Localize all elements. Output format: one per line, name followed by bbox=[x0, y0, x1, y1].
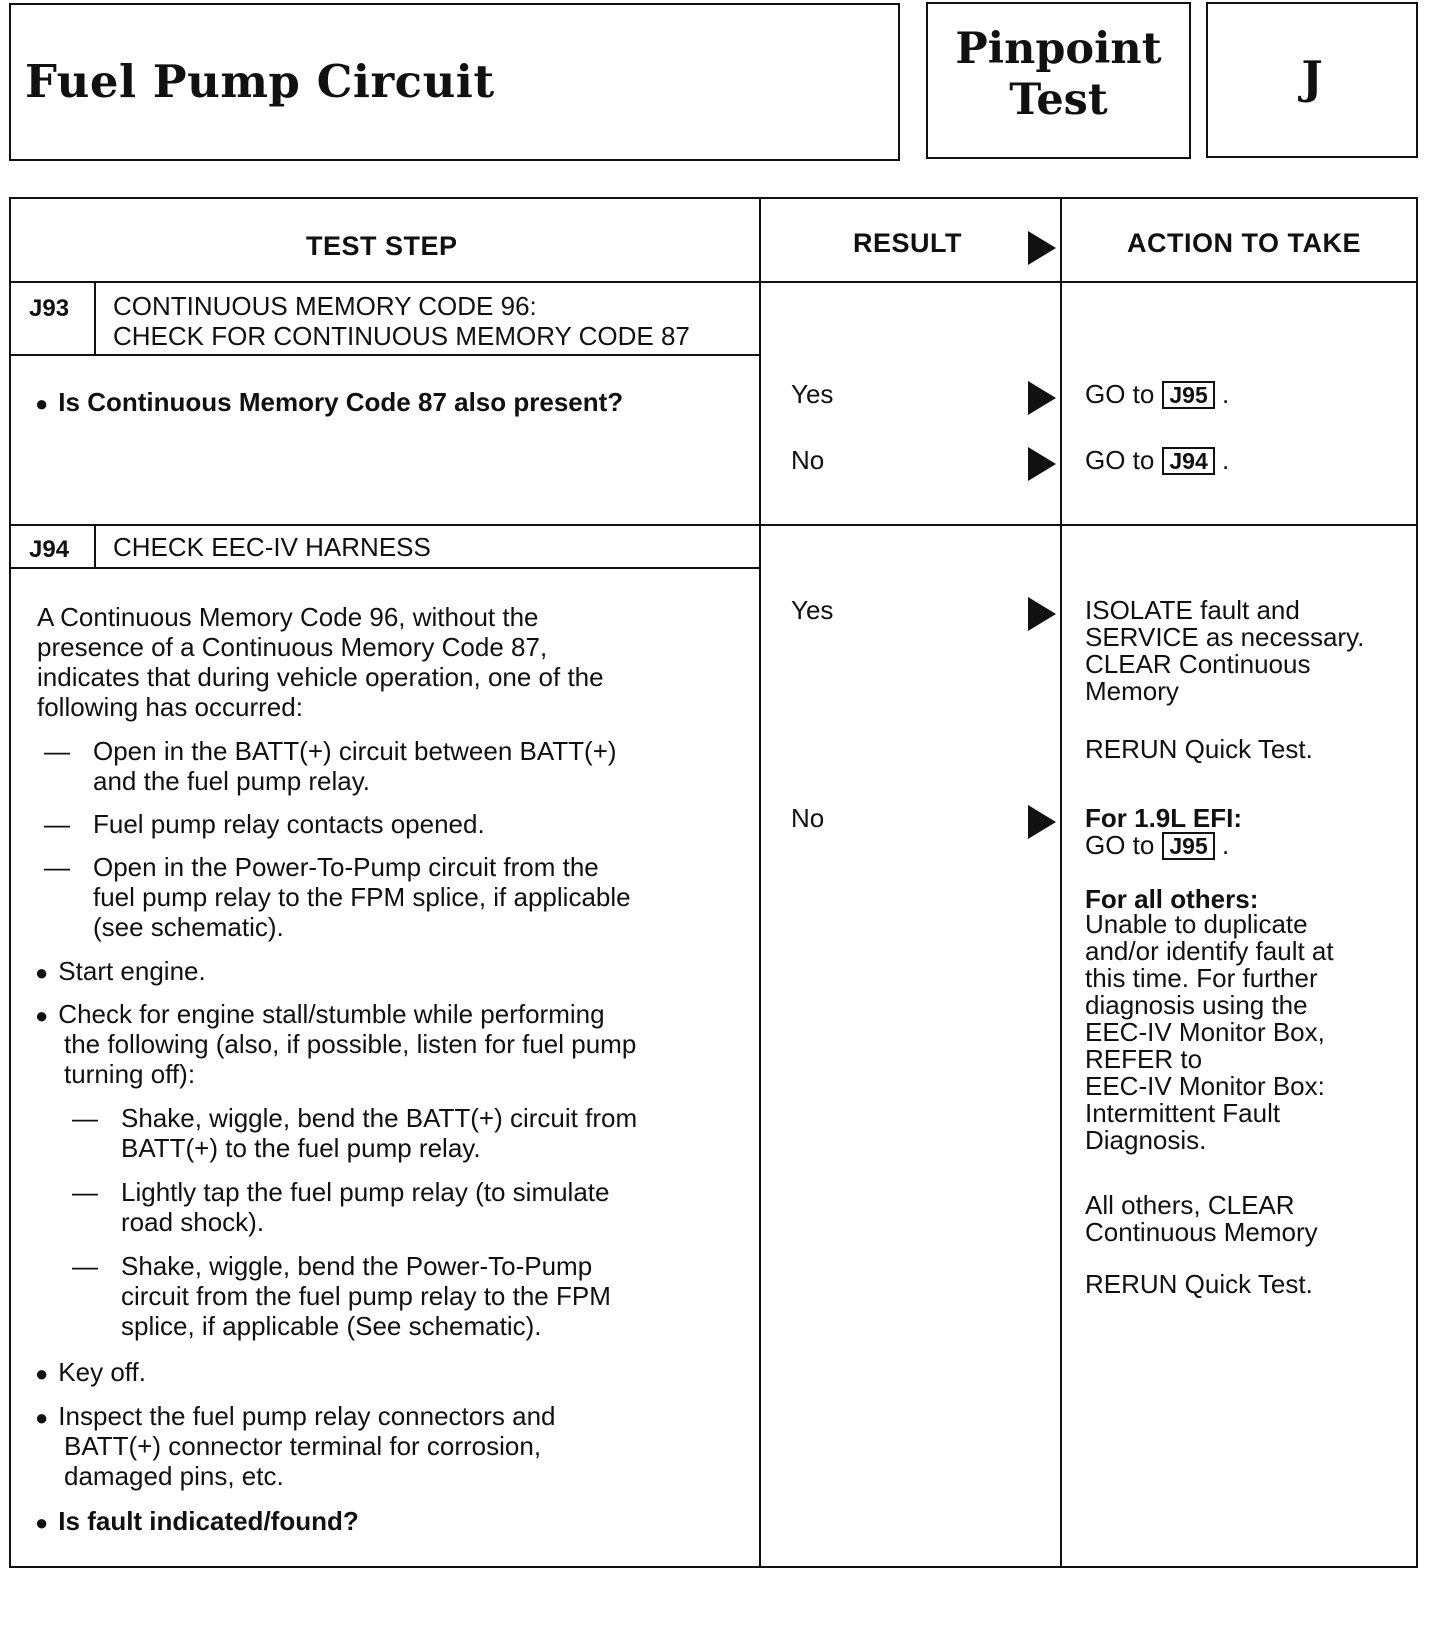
arrow-icon bbox=[1028, 805, 1056, 839]
pinpoint-label: Pinpoint bbox=[955, 24, 1162, 74]
j94-no-efi-heading: For 1.9L EFI: bbox=[1085, 803, 1242, 833]
step-id-divider bbox=[94, 281, 96, 355]
dash-icon: — bbox=[72, 1177, 98, 1207]
j93-action-yes: GO to J95 . bbox=[1085, 379, 1230, 409]
test-code: J bbox=[1301, 51, 1323, 104]
j94-result-no: No bbox=[791, 803, 825, 833]
j94-title: CHECK EEC-IV HARNESS bbox=[113, 532, 431, 562]
bullet-icon: ● bbox=[35, 391, 49, 416]
step-check-stall: ● Check for engine stall/stumble while performing bbox=[35, 999, 605, 1029]
step-title-divider bbox=[11, 567, 761, 569]
pinpoint-table bbox=[9, 197, 1418, 1568]
dash-icon: — bbox=[72, 1103, 98, 1133]
j94-intro-line: A Continuous Memory Code 96, without the bbox=[37, 602, 539, 632]
step-ref-j95[interactable]: J95 bbox=[1162, 381, 1214, 409]
cause-line: (see schematic). bbox=[93, 912, 284, 942]
test-label: Test bbox=[1009, 75, 1108, 125]
arrow-icon bbox=[1028, 381, 1056, 415]
check-line: BATT(+) to the fuel pump relay. bbox=[121, 1133, 481, 1163]
j94-intro-line: following has occurred: bbox=[37, 692, 303, 722]
bullet-icon: ● bbox=[35, 1003, 49, 1028]
j94-no-others-heading: For all others: bbox=[1085, 884, 1259, 914]
j94-no-all-others: All others, CLEAR Continuous Memory bbox=[1085, 1190, 1318, 1247]
j93-result-no: No bbox=[791, 445, 825, 475]
bullet-icon: ● bbox=[35, 1361, 49, 1386]
cause-line: Fuel pump relay contacts opened. bbox=[93, 809, 485, 839]
check-line: Shake, wiggle, bend the Power-To-Pump bbox=[121, 1251, 593, 1281]
dash-icon: — bbox=[44, 852, 70, 882]
j93-result-yes: Yes bbox=[791, 379, 834, 409]
cause-line: Open in the BATT(+) circuit between BATT(+) bbox=[93, 736, 617, 766]
check-line: splice, if applicable (See schematic). bbox=[121, 1311, 542, 1341]
step-start-engine: ● Start engine. bbox=[35, 956, 206, 986]
step-id-j93: J93 bbox=[29, 295, 70, 322]
column-divider bbox=[759, 199, 761, 1568]
arrow-icon bbox=[1028, 447, 1056, 481]
inspect-line: BATT(+) connector terminal for corrosion, bbox=[64, 1431, 542, 1461]
column-divider bbox=[1060, 199, 1062, 1568]
step-key-off: ● Key off. bbox=[35, 1357, 146, 1387]
j94-question: ● Is fault indicated/found? bbox=[35, 1506, 359, 1536]
step-id-j94: J94 bbox=[29, 536, 70, 563]
page-title: Fuel Pump Circuit bbox=[25, 55, 495, 108]
j93-title-line1: CONTINUOUS MEMORY CODE 96: bbox=[113, 291, 537, 321]
step-title-divider bbox=[11, 354, 761, 356]
j94-result-yes: Yes bbox=[791, 595, 834, 625]
j94-intro-line: indicates that during vehicle operation, one of the bbox=[37, 662, 604, 692]
j93-question bbox=[35, 387, 623, 419]
check-line: circuit from the fuel pump relay to the FPM bbox=[121, 1281, 611, 1311]
test-code-box bbox=[1206, 2, 1418, 158]
title-box bbox=[9, 3, 900, 161]
header-divider bbox=[11, 281, 1416, 283]
j93-action-no: GO to J94 . bbox=[1085, 445, 1230, 475]
j94-yes-rerun: RERUN Quick Test. bbox=[1085, 734, 1313, 764]
check-line: road shock). bbox=[121, 1207, 265, 1237]
col-header-action: ACTION TO TAKE bbox=[1127, 228, 1361, 258]
j93-title-line2: CHECK FOR CONTINUOUS MEMORY CODE 87 bbox=[113, 321, 690, 351]
check-line: Shake, wiggle, bend the BATT(+) circuit from bbox=[121, 1103, 638, 1133]
bullet-icon: ● bbox=[35, 1405, 49, 1430]
j93-question-text: Is Continuous Memory Code 87 also present? bbox=[58, 387, 624, 417]
dash-icon: — bbox=[72, 1251, 98, 1281]
step-ref-j95[interactable]: J95 bbox=[1162, 832, 1214, 860]
j94-no-efi-action: GO to J95 . bbox=[1085, 830, 1230, 860]
check-stall-line: the following (also, if possible, listen for fuel pump bbox=[64, 1029, 637, 1059]
cause-line: fuel pump relay to the FPM splice, if applicable bbox=[93, 882, 631, 912]
dash-icon: — bbox=[44, 736, 70, 766]
pinpoint-test-box bbox=[926, 2, 1191, 159]
inspect-line: damaged pins, etc. bbox=[64, 1461, 284, 1491]
step-inspect: ● Inspect the fuel pump relay connectors and bbox=[35, 1401, 556, 1431]
j94-no-others-text: Unable to duplicate and/or identify fault at this time. For further diagnosis using the EEC-IV Monitor Box, REFER to EEC-IV Monitor Box: Intermittent Fault Diagnosis. bbox=[1085, 909, 1334, 1155]
arrow-icon bbox=[1028, 597, 1056, 631]
arrow-icon bbox=[1028, 231, 1056, 265]
col-header-result: RESULT bbox=[853, 228, 962, 258]
check-line: Lightly tap the fuel pump relay (to simulate bbox=[121, 1177, 610, 1207]
col-header-test-step: TEST STEP bbox=[306, 231, 458, 261]
step-ref-j94[interactable]: J94 bbox=[1162, 447, 1214, 475]
pinpoint-test-label bbox=[928, 24, 1189, 126]
bullet-icon: ● bbox=[35, 960, 49, 985]
step-id-divider bbox=[94, 524, 96, 568]
cause-line: and the fuel pump relay. bbox=[93, 766, 371, 796]
cause-line: Open in the Power-To-Pump circuit from the bbox=[93, 852, 599, 882]
check-stall-line: turning off): bbox=[64, 1059, 196, 1089]
row-divider bbox=[11, 524, 1416, 526]
bullet-icon: ● bbox=[35, 1510, 49, 1535]
j94-action-yes: ISOLATE fault and SERVICE as necessary. CLEAR Continuous Memory bbox=[1085, 595, 1365, 706]
j94-no-rerun: RERUN Quick Test. bbox=[1085, 1269, 1313, 1299]
j94-intro-line: presence of a Continuous Memory Code 87, bbox=[37, 632, 548, 662]
dash-icon: — bbox=[44, 809, 70, 839]
